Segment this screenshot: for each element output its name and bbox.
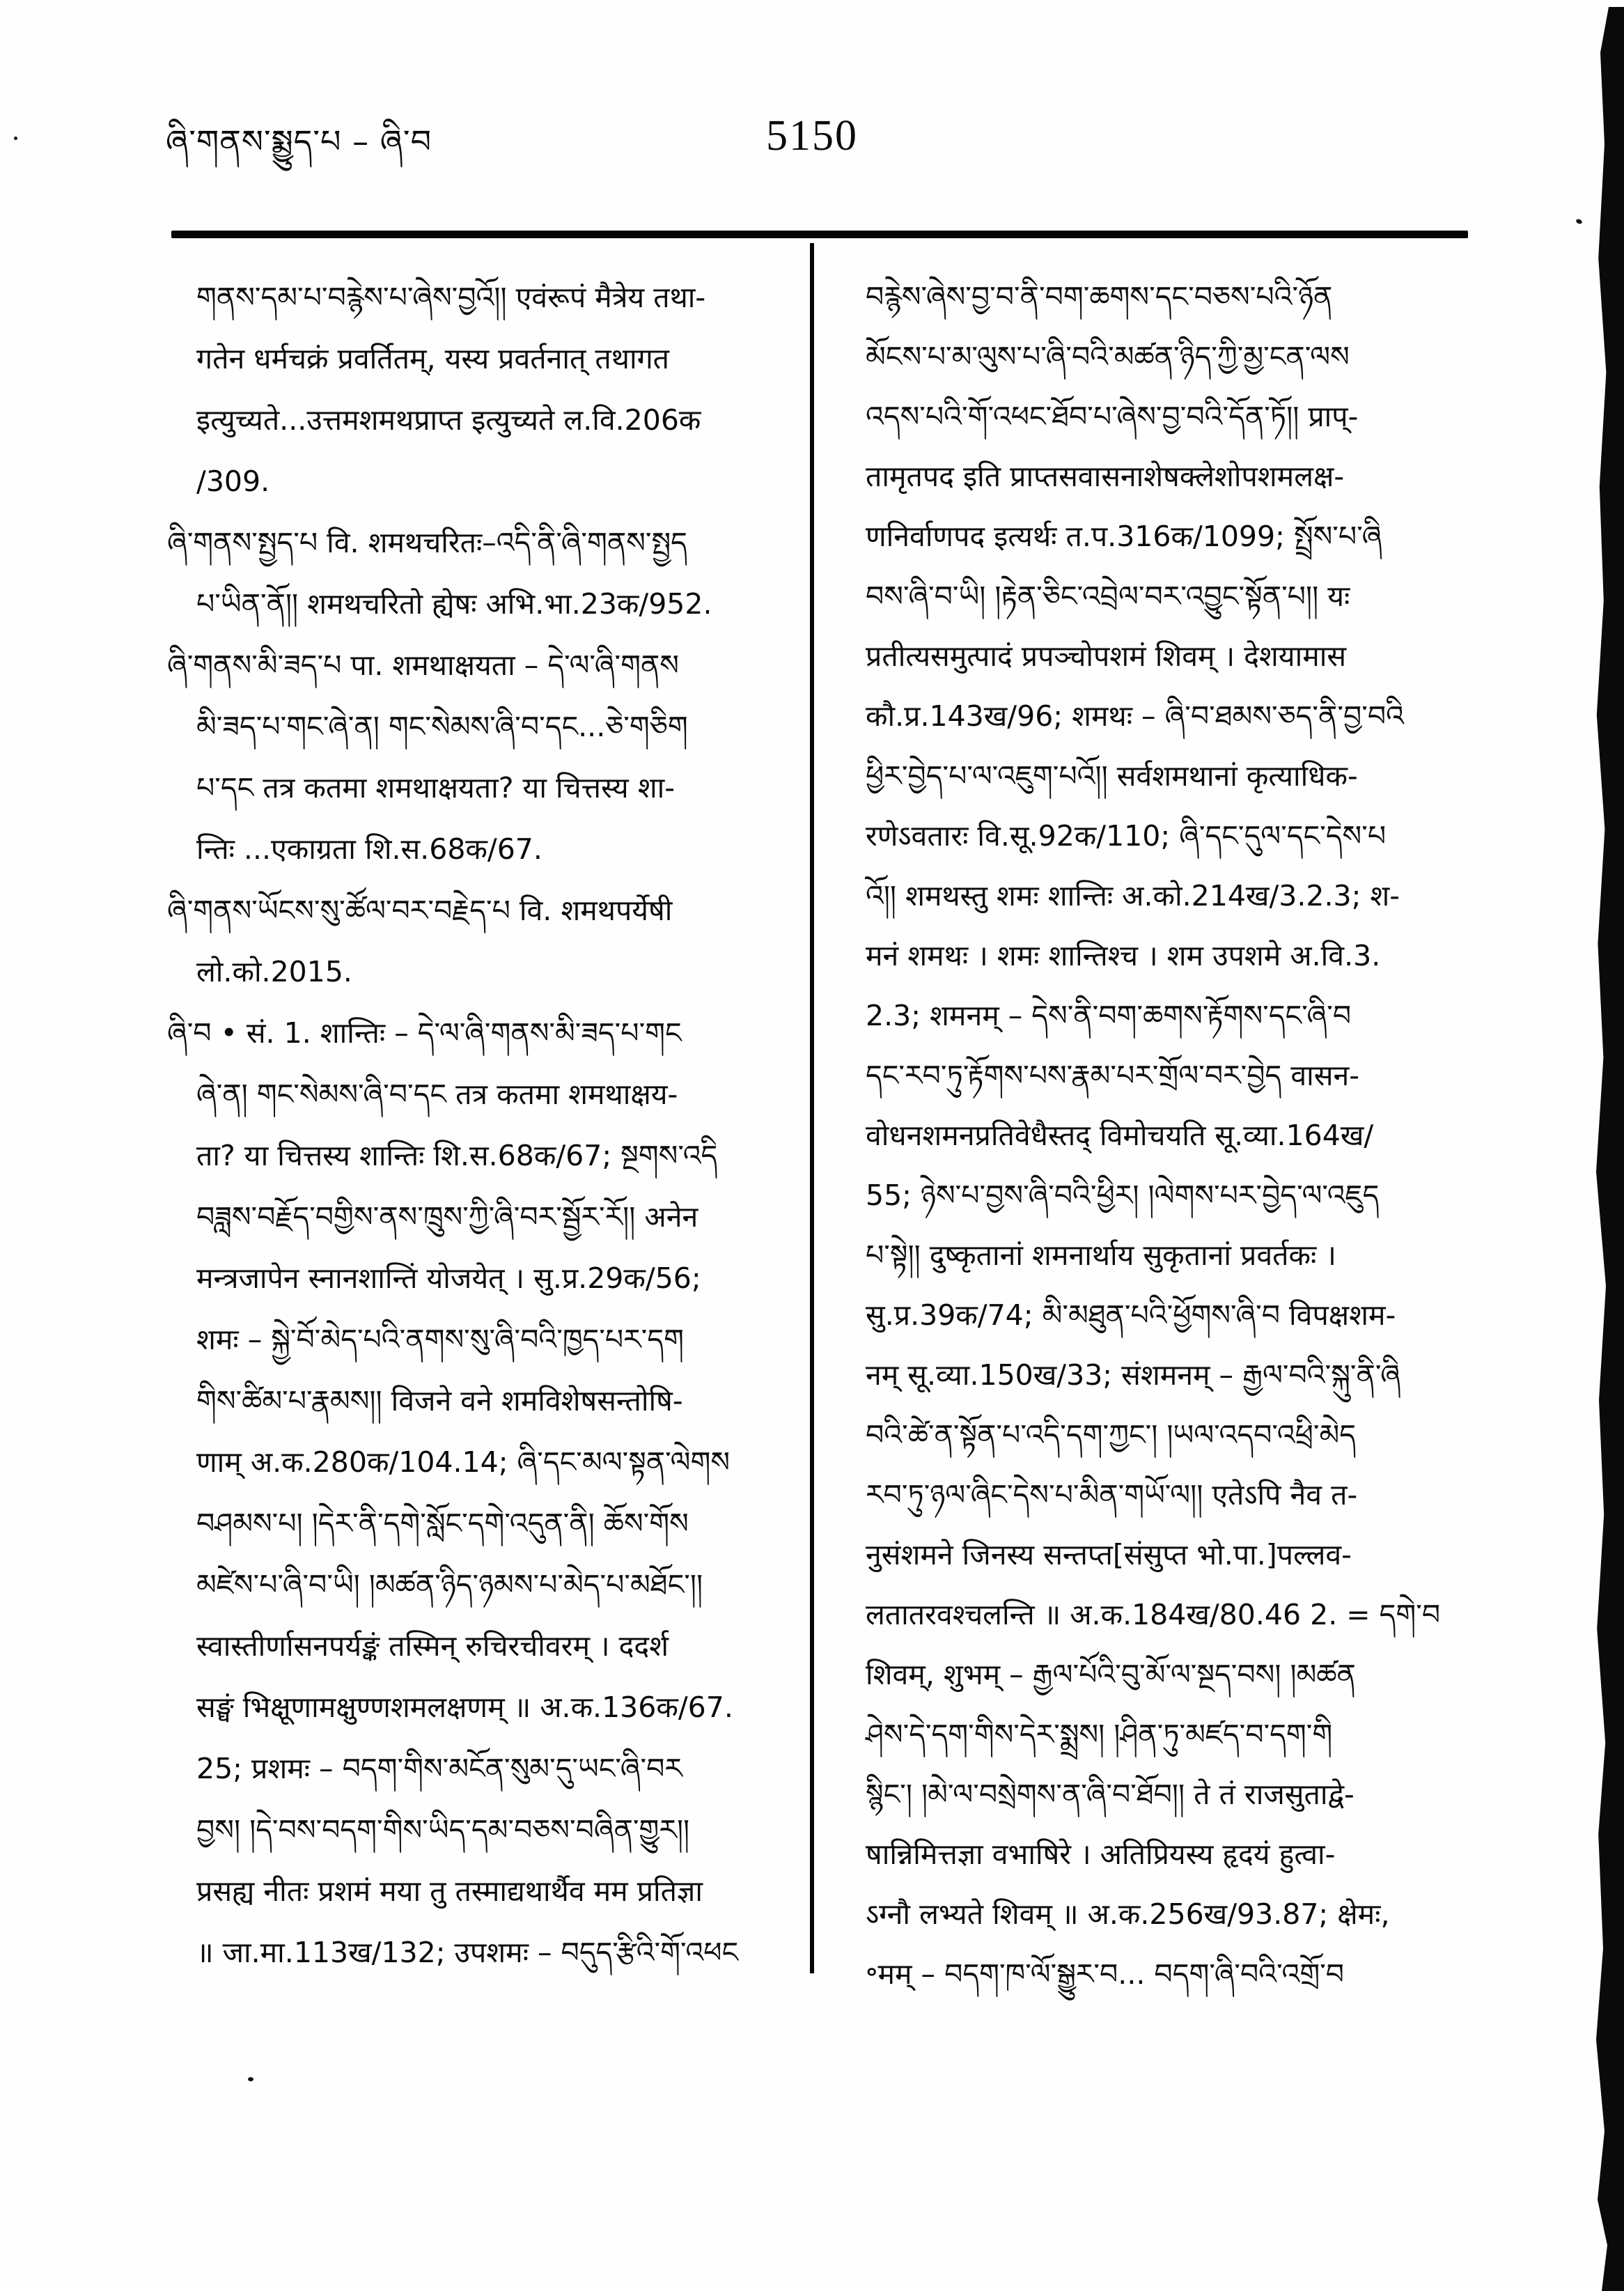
scan-speck [14,137,17,140]
text-line: བརྙེས་ཞེས་བྱ་བ་ནི་བག་ཆགས་དང་བཅས་པའི་ཉོན [866,280,1333,313]
text-line: सङ्घं भिक्षूणामक्षुण्णशमलक्षणम् ॥ अ.क.136क/67. [196,1691,733,1724]
text-line: ཞི་བ • सं. 1. शान्तिः – དེ་ལ་ཞི་གནས་མི་ཟད་པ་གང [167,1016,682,1050]
text-line: शिवम्, शुभम् – རྒྱལ་པོའི་བུ་མོ་ལ་སྔད་བས། །མཚན [866,1658,1356,1691]
text-line: मनं शमथः । शमः शान्तिश्च । शम उपशमे अ.वि.3. [866,939,1381,972]
text-line: ता? या चित्तस्य शान्तिः शि.स.68क/67; སྔགས་འདི [196,1139,718,1172]
text-line: स्वास्तीर्णासनपर्यङ्कं तस्मिन् रुचिरचीवरम् । ददर्श [196,1629,669,1663]
text-line: པ་དང तत्र कतमा शमथाक्षयता? या चित्तस्य शा- [196,771,676,805]
text-line: མཛེས་པ་ཞི་བ་ཡི། །མཚན་ཉིད་ཉམས་པ་མེད་པ་མཐོང་།། [196,1568,703,1601]
text-line: नम् सू.व्या.150ख/33; संशमनम् – རྒྱལ་བའི་སྐུ་ནི་ཞི [866,1358,1400,1392]
header-rule [171,231,1468,238]
text-line: སྙིང་། །མེ་ལ་བསྲེགས་ན་ཞི་བ་ཐོབ།། ते तं राजसुताद्वे- [866,1778,1354,1811]
text-line: णनिर्वाणपद इत्यर्थः त.प.316क/1099; སྤྲོས་པ་ཞི [866,520,1382,553]
text-line: པ་ཡིན་ནོ།། शमथचरितो ह्येषः अभि.भा.23क/952. [196,587,712,621]
text-line: मन्त्रजापेन स्नानशान्तिं योजयेत् । सु.प्र.29क/56; [196,1261,701,1295]
text-line: रणेऽवतारः वि.सू.92क/110; ཞི་དང་དུལ་དང་དེས་པ [866,819,1387,853]
text-line: ॥ जा.मा.113ख/132; उपशमः – བདུད་རྩིའི་གོ་འཕང [196,1936,739,1969]
text-line: པ་སྟེ།། दुष्कृतानां शमनार्थाय सुकृतानां प्रवर्तकः । [866,1238,1336,1272]
text-line: /309. [196,465,270,498]
right-column [866,267,1482,2004]
text-line: བའི་ཚེ་ན་སྟོན་པ་འདི་དག་ཀྱང་། །ཡལ་འདབ་འཕྲི་མེད [866,1418,1357,1452]
left-column [167,267,797,1983]
text-line: ཞི་གནས་ཡོངས་སུ་ཚོལ་བར་བརྗེད་པ वि. शमथपर्येषी [167,894,673,927]
text-line: བས་ཞི་བ་ཡི། །རྟེན་ཅིང་འབྲེལ་བར་འབྱུང་སྟོན་པ།། यः [866,580,1350,613]
scan-edge-artifact [1596,7,1624,2291]
scan-speck [248,2077,253,2081]
text-line: འོ།། शमथस्तु शमः शान्तिः अ.को.214ख/3.2.3; श- [866,879,1400,912]
text-line: षान्निमित्तज्ञा वभाषिरे । अतिप्रियस्य हृदयं हुत्वा- [866,1838,1336,1871]
text-line: ཤེས་དེ་དག་གིས་དེར་སྨྲས། །ཤིན་ཏུ་མཛད་བ་དག་གི [866,1718,1333,1751]
text-line: इत्युच्यते...उत्तमशमथप्राप्त इत्युच्यते ल.वि.206क [196,403,701,437]
text-line: प्रतीत्यसमुत्पादं प्रपञ्चोपशमं शिवम् । देशयामास [866,639,1347,673]
text-line: འདས་པའི་གོ་འཕང་ཐོབ་པ་ཞེས་བྱ་བའི་དོན་ཏོ།། प्राप्- [866,400,1359,433]
scan-speck [1575,218,1583,224]
text-line: རབ་ཏུ་ཉལ་ཞིང་དེས་པ་མིན་གཡོ་ལ།། एतेऽपि नैव त- [866,1478,1358,1512]
text-line: ऽग्नौ लभ्यते शिवम् ॥ अ.क.256ख/93.87; क्षेमः, [866,1897,1390,1931]
text-line: 2.3; शमनम् – དེས་ནི་བག་ཆགས་རྟོགས་དང་ཞི་བ [866,999,1352,1032]
text-line: ཞེ་ན། གང་སེམས་ཞི་བ་དང तत्र कतमा शमथाक्षय- [196,1078,678,1111]
running-head-title: ཞི་གནས་སྨྱུད་པ – ཞི་བ [166,123,432,160]
text-line: सु.प्र.39क/74; མི་མཐུན་པའི་ཕྱོགས་ཞི་བ विपक्षशम- [866,1298,1396,1332]
text-line: गतेन धर्मचक्रं प्रवर्तितम्, यस्य प्रवर्तनात् तथागत [196,342,670,375]
text-line: བཟླས་བརྗོད་བགྱིས་ནས་ཁྲུས་ཀྱི་ཞི་བར་སྦྱོར་རོ།། अनेन [196,1200,698,1234]
text-line: ॰मम् – བདག་ཁ་ལོ་སྒྱུར་བ... བདག་ཞི་བའི་འགྲོ་བ [866,1957,1345,1991]
text-line: ཕྱིར་བྱེད་པ་ལ་འཇུག་པའོ།། सर्वशमथानां कृत्याधिक- [866,759,1358,793]
column-divider [810,243,814,1973]
text-line: प्रसह्य नीतः प्रशमं मया तु तस्माद्यथार्थैव मम प्रतिज्ञा [196,1874,703,1908]
text-line: མི་ཟད་པ་གང་ཞེ་ན། གང་སེམས་ཞི་བ་དང...ཅེ་གཅིག [196,710,688,743]
text-line: लो.को.2015. [196,955,352,988]
text-line: लतातरवश्चलन्ति ॥ अ.क.184ख/80.46 2. = དགེ་བ [866,1598,1441,1631]
text-line: བཤམས་པ། །དེར་ནི་དགེ་སློང་དགེ་འདུན་ནི། ཆོས་གོས [196,1507,689,1540]
text-line: शमः – སྐྱེ་བོ་མེད་པའི་ནགས་སུ་ཞི་བའི་ཁྱད་པར་དག [196,1323,684,1356]
page-number: 5150 [766,112,858,160]
text-line: གིས་ཚིམ་པ་རྣམས།། विजने वने शमविशेषसन्तोषि- [196,1384,683,1418]
text-line: གནས་དམ་པ་བརྙེས་པ་ཞེས་བྱའོ།། एवंरूपं मैत्रेय तथा- [196,281,706,314]
text-line: नुसंशमने जिनस्य सन्तप्त[संसुप्त भो.पा.]पल्लव- [866,1538,1352,1571]
text-line: དང་རབ་ཏུ་རྟོགས་པས་རྣམ་པར་གྲོལ་བར་བྱེད वासन- [866,1059,1359,1092]
text-line: कौ.प्र.143ख/96; शमथः – ཞི་བ་ཐམས་ཅད་ནི་བྱ་བའི [866,699,1404,733]
text-line: वोधनशमनप्रतिवेधैस्तद् विमोचयति सू.व्या.164ख/ [866,1119,1374,1152]
text-line: 55; ཉེས་པ་བྱས་ཞི་བའི་ཕྱིར། །ལེགས་པར་བྱེད་ལ་འཇུད [866,1179,1380,1212]
text-line: ཞི་གནས་མི་ཟད་པ पा. शमथाक्षयता – དེ་ལ་ཞི་གནས [167,649,679,682]
text-line: णाम् अ.क.280क/104.14; ཞི་དང་མལ་སྟན་ལེགས [196,1445,731,1479]
text-line: 25; प्रशमः – བདག་གིས་མངོན་སུམ་དུ་ཡང་ཞི་བར [196,1752,682,1785]
text-line: ཞི་གནས་སྤྱད་པ वि. शमथचरितः–འདི་ནི་ཞི་གནས་སྤྱད [167,526,687,559]
text-line: བྱས། །དེ་བས་བདག་གིས་ཡིད་དམ་བཅས་བཞིན་གྱུར།། [196,1813,690,1847]
text-line: न्तिः ...एकाग्रता शि.स.68क/67. [196,832,542,866]
text-line: མོངས་པ་མ་ལུས་པ་ཞི་བའི་མཚན་ཉིད་ཀྱི་མྱ་ངན་ལས [866,340,1350,373]
text-line: तामृतपद इति प्राप्तसवासनाशेषक्लेशोपशमलक्ष- [866,460,1345,493]
